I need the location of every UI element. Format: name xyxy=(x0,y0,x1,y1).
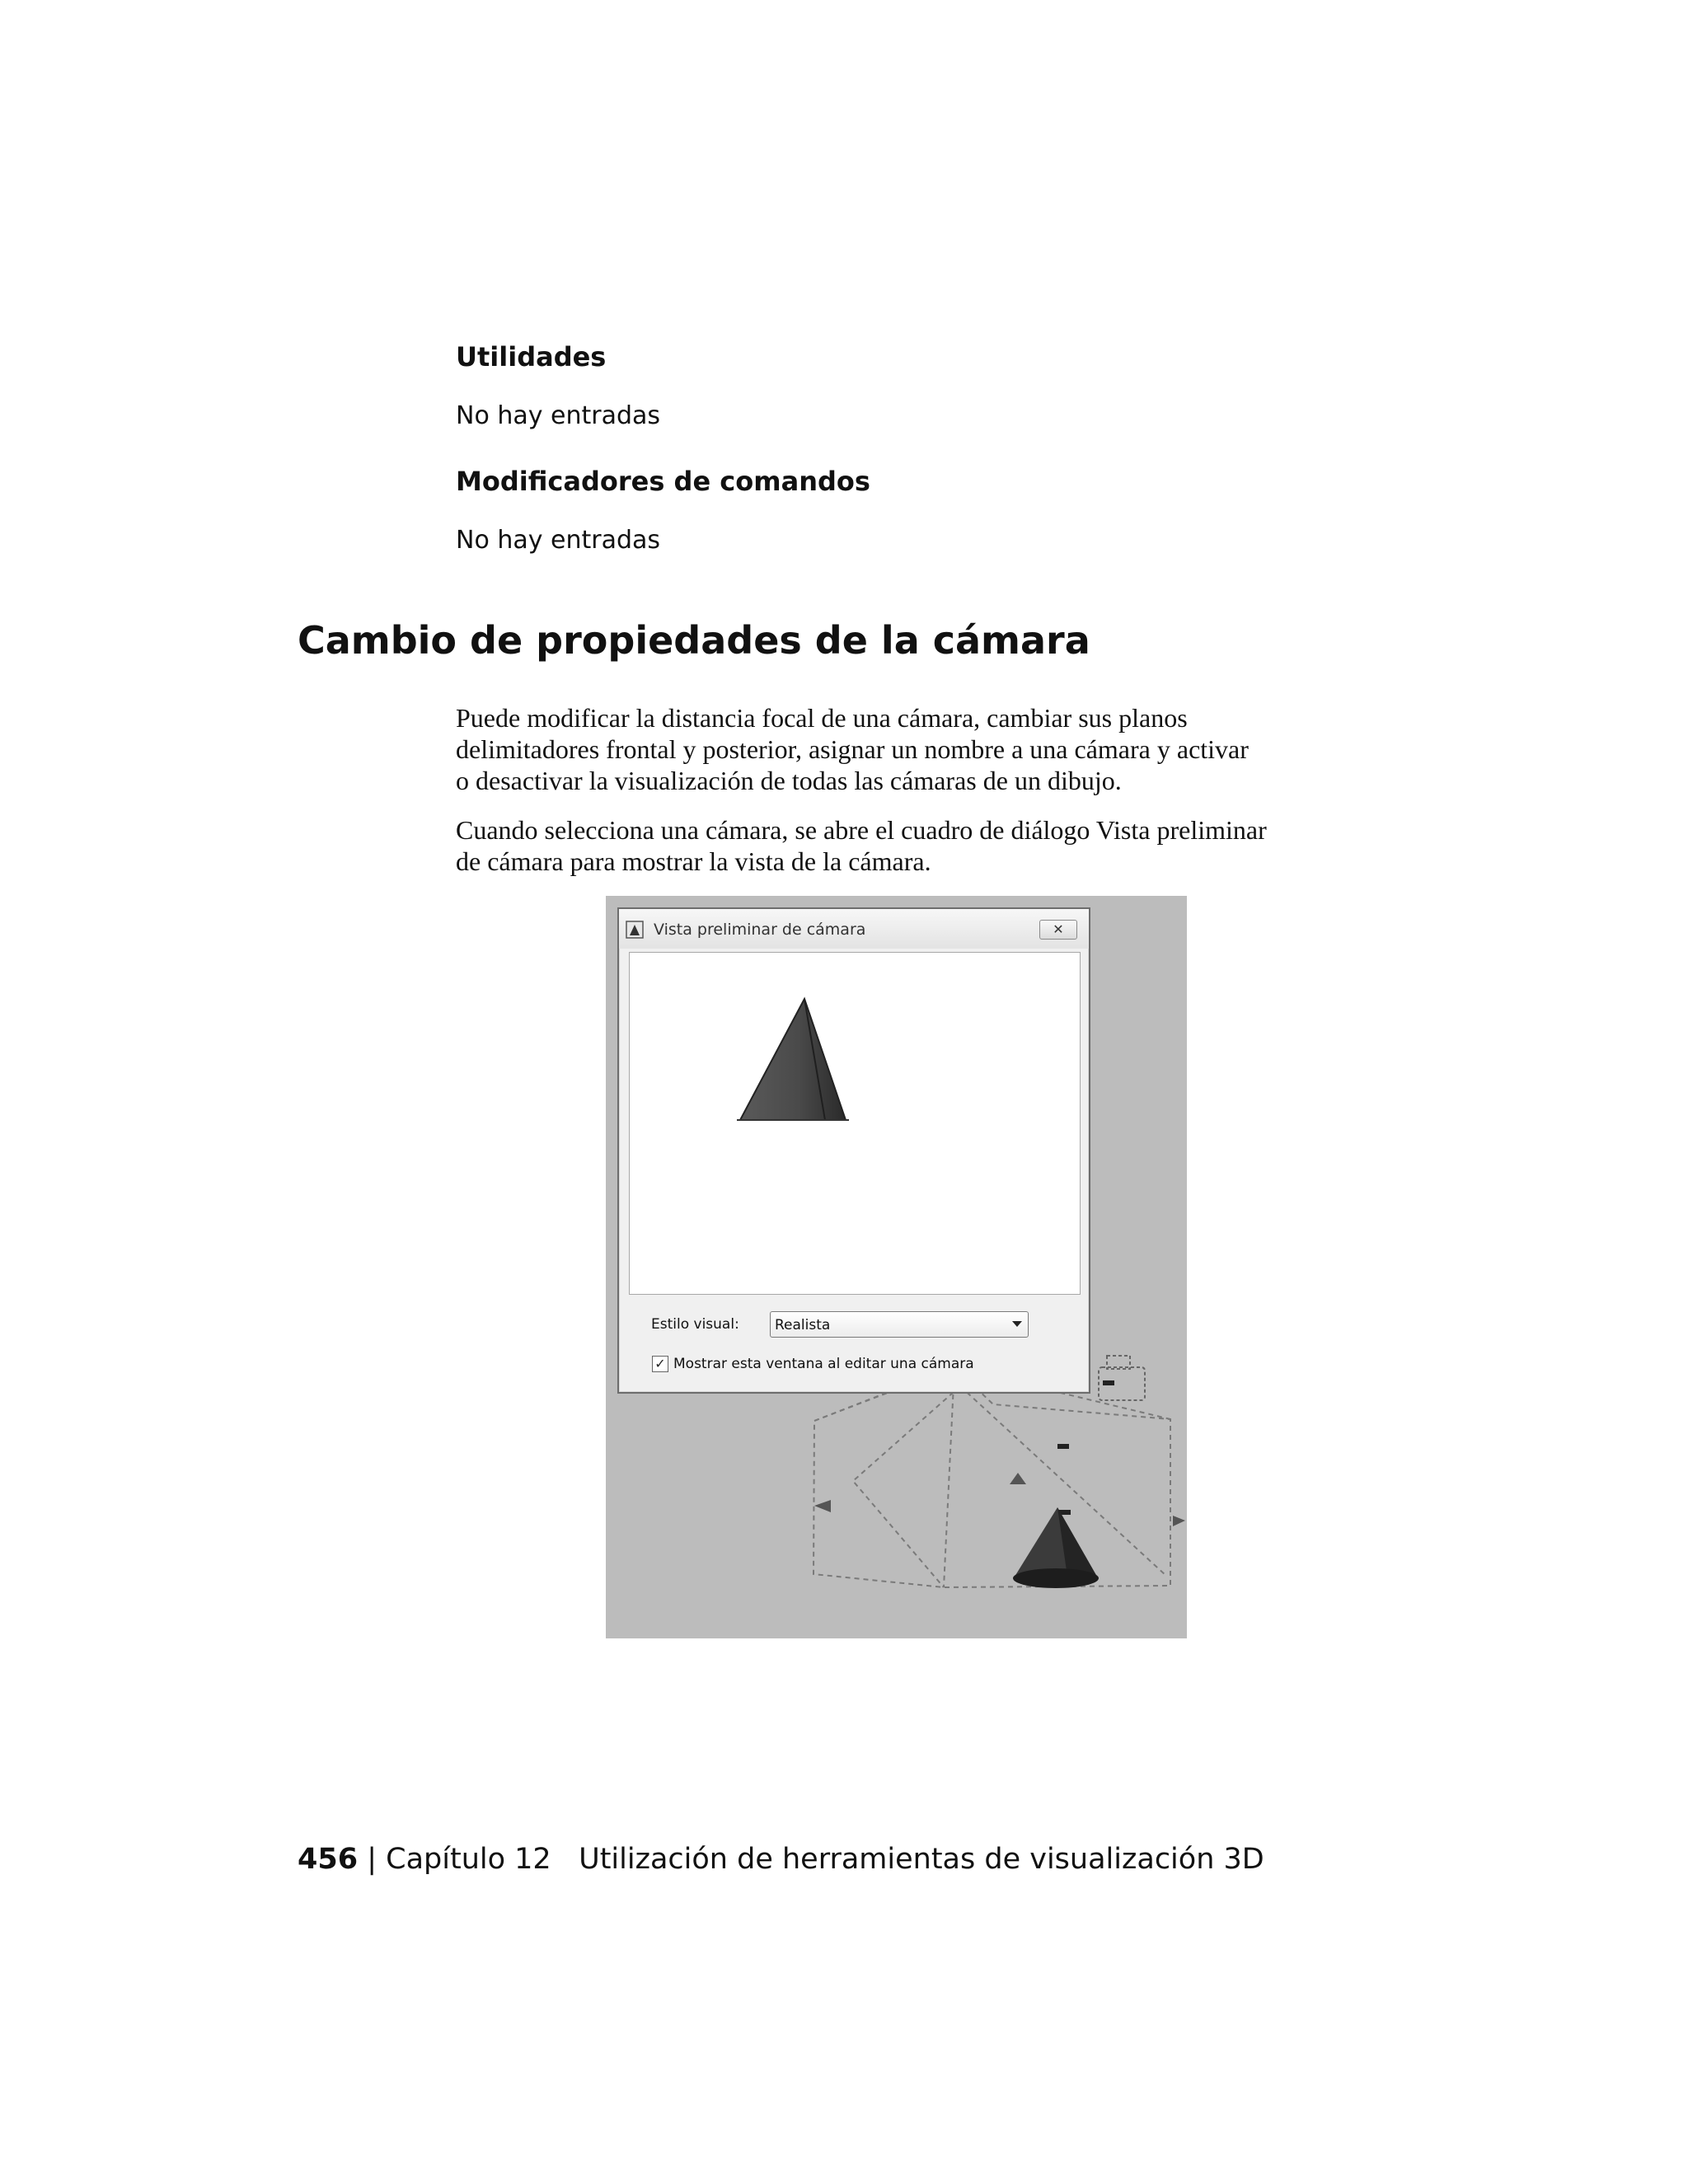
section-title: Cambio de propiedades de la cámara xyxy=(298,618,1090,663)
show-window-checkbox-label: Mostrar esta ventana al editar una cámara xyxy=(673,1356,974,1372)
visual-style-value: Realista xyxy=(775,1317,831,1333)
visual-style-label: Estilo visual: xyxy=(651,1316,739,1333)
dialog-title: Vista preliminar de cámara xyxy=(654,921,866,939)
paragraph-1-line: delimitadores frontal y posterior, asignar un nombre a una cámara y activar xyxy=(456,734,1249,764)
paragraph-2-line: Cuando selecciona una cámara, se abre el cuadro de diálogo Vista preliminar xyxy=(456,815,1267,845)
visual-style-dropdown[interactable] xyxy=(770,1311,1029,1338)
modificadores-heading: Modificadores de comandos xyxy=(456,466,870,497)
utilidades-heading: Utilidades xyxy=(456,341,607,373)
chapter-label: Capítulo 12 xyxy=(386,1843,551,1876)
screenshot-figure xyxy=(606,896,1187,1638)
paragraph-1-line: Puede modificar la distancia focal de una cámara, cambiar sus planos xyxy=(456,703,1188,733)
paragraph-2 xyxy=(456,814,1354,877)
modificadores-text: No hay entradas xyxy=(456,526,661,555)
paragraph-1 xyxy=(456,702,1354,796)
preview-cone xyxy=(630,953,1080,1294)
page-number: 456 xyxy=(298,1843,359,1876)
footer-separator: | xyxy=(367,1843,377,1876)
page-footer xyxy=(298,1843,1264,1876)
camera-preview-viewport xyxy=(629,952,1081,1295)
checkmark-icon: ✓ xyxy=(654,1356,666,1371)
close-button[interactable]: ✕ xyxy=(1039,920,1077,940)
paragraph-1-line: o desactivar la visualización de todas las cámaras de un dibujo. xyxy=(456,766,1122,795)
app-icon xyxy=(626,921,644,939)
scene-cone xyxy=(1013,1507,1099,1588)
camera-preview-dialog xyxy=(617,907,1090,1394)
utilidades-text: No hay entradas xyxy=(456,401,661,430)
paragraph-2-line: de cámara para mostrar la vista de la cámara. xyxy=(456,846,931,876)
chevron-down-icon xyxy=(1012,1321,1022,1327)
grip-arrow-icon xyxy=(814,1375,1185,1526)
show-window-checkbox[interactable] xyxy=(652,1356,668,1372)
dialog-titlebar[interactable] xyxy=(619,909,1089,949)
chapter-title: Utilización de herramientas de visualización 3D xyxy=(579,1843,1264,1876)
camera-icon xyxy=(1099,1356,1145,1400)
